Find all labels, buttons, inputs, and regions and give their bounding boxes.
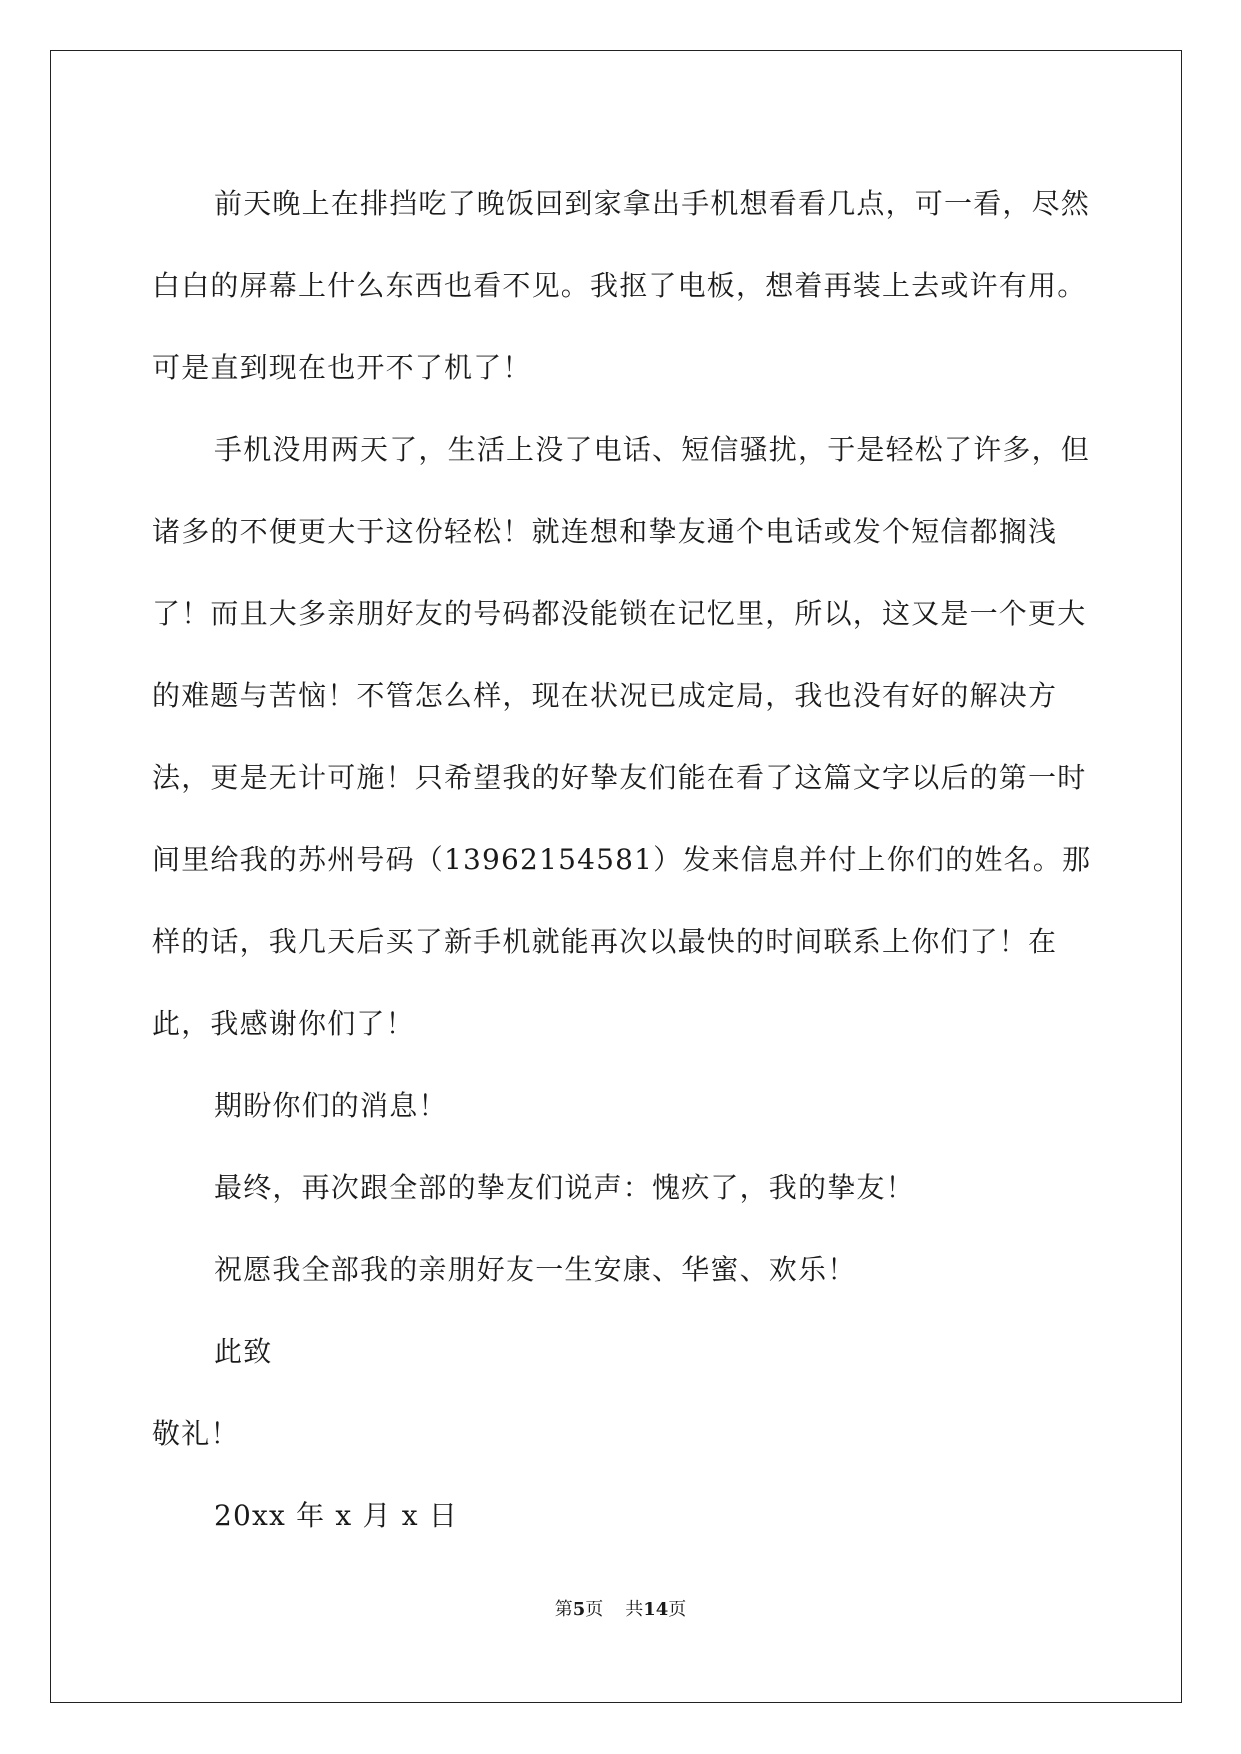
closing-jingli: 敬礼！ [152, 1417, 240, 1450]
closing-cizhi: 此致 [214, 1335, 273, 1368]
footer-page-number: 5 [572, 1599, 586, 1620]
footer-total-suffix: 页 [668, 1599, 687, 1620]
footer-page-suffix: 页 [585, 1599, 604, 1620]
footer-total-prefix: 共 [625, 1599, 644, 1620]
footer-total-pages: 14 [643, 1599, 669, 1620]
footer-prefix: 第 [554, 1599, 573, 1620]
page-footer [0, 1595, 1241, 1621]
letter-body [152, 163, 1092, 1557]
date-line: 20xx 年 x 月 x 日 [214, 1499, 459, 1532]
paragraph-apology: 最终，再次跟全部的挚友们说声：愧疚了，我的挚友！ [214, 1171, 915, 1204]
paragraph-request: 手机没用两天了，生活上没了电话、短信骚扰，于是轻松了许多，但诸多的不便更大于这份轻松！就连想和挚友通个电话或发个短信都搁浅了！而且大多亲朋好友的号码都没能锁在记忆里，所以，这又是一个更大的难题与苦恼！不管怎么样，现在状况已成定局，我也没有好的解决方法，更是无计可施！只希望我的好挚友们能在看了这篇文字以后的第一时间里给我的苏州号码（13962154581）发来信息并付上你们的姓名。那样的话，我几天后买了新手机就能再次以最快的时间联系上你们了！在此，我感谢你们了！ [152, 433, 1092, 1040]
paragraph-expect: 期盼你们的消息！ [214, 1089, 448, 1122]
paragraph-phone-broken: 前天晚上在排挡吃了晚饭回到家拿出手机想看看几点，可一看，尽然白白的屏幕上什么东西也看不见。我抠了电板，想着再装上去或许有用。可是直到现在也开不了机了！ [152, 187, 1091, 384]
paragraph-wishes: 祝愿我全部我的亲朋好友一生安康、华蜜、欢乐！ [214, 1253, 857, 1286]
